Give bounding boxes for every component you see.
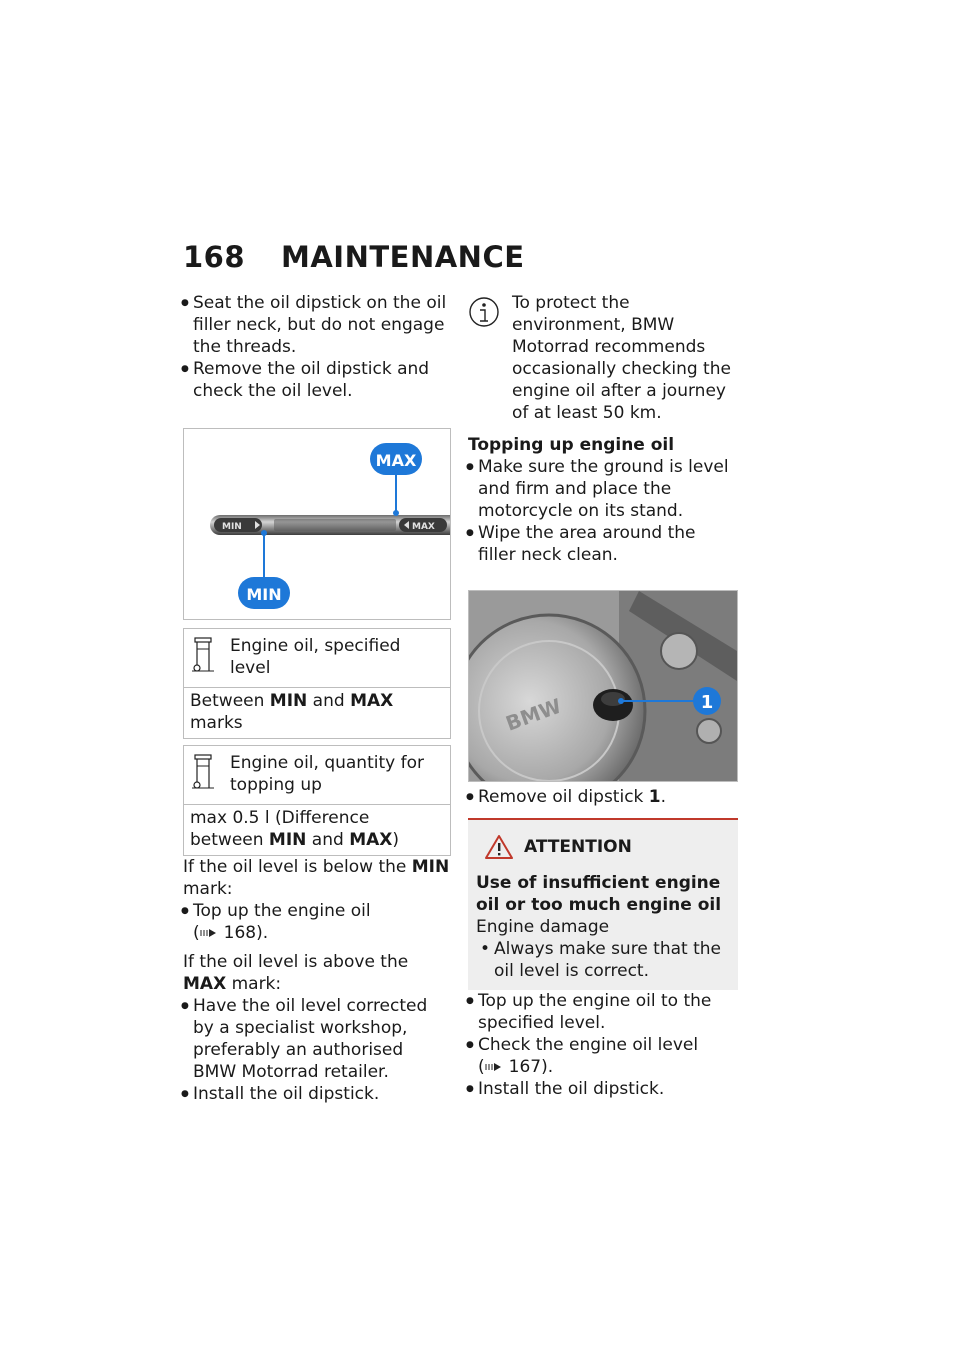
scale-min-label: MIN — [222, 522, 242, 532]
callout-1-label: 1 — [700, 692, 714, 713]
list-item: ● Top up the engine oil ( 168). — [183, 900, 451, 944]
above-max-text: If the oil level is above the MAX mark: — [183, 952, 409, 994]
list-item: ● Remove the oil dipstick and check the oil level. — [183, 358, 451, 402]
list-item: ● Wipe the area around the filler neck clean. — [468, 522, 738, 566]
below-min-text: If the oil level is below the MIN mark: — [183, 857, 450, 899]
attention-subtitle: Use of insufficient engine oil or too much engine oil — [476, 873, 722, 915]
list-item: ● Seat the oil dipstick on the oil filler neck, but do not engage the threads. — [183, 292, 451, 358]
list-item: ● Remove oil dipstick 1. — [468, 786, 738, 808]
oil-measure-icon — [190, 635, 230, 681]
page-ref-arrow-icon — [485, 1061, 503, 1073]
spec-table-level: Engine oil, specified level Between MIN and MAX marks — [183, 628, 451, 739]
bmw-logo-text: BMW — [502, 693, 565, 736]
dipstick-illustration — [184, 429, 450, 619]
warning-triangle-icon — [484, 834, 514, 860]
info-text: To protect the environment, BMW Motorrad recommends occasionally checking the engine oil after a journey of at least 50 km. — [512, 293, 731, 423]
section-title: MAINTENANCE — [281, 240, 525, 274]
attention-consequence: Engine damage — [476, 917, 610, 937]
list-item: ● Install the oil dipstick. — [183, 1083, 451, 1105]
spec-table-quantity: Engine oil, quantity for topping up max 0.5 l (Difference between MIN and MAX) — [183, 745, 451, 856]
info-icon — [468, 296, 500, 330]
engine-illustration — [469, 591, 737, 781]
oil-measure-icon — [190, 752, 230, 798]
attention-title: ATTENTION — [524, 837, 632, 857]
list-item: ● Top up the engine oil to the specified level. — [468, 990, 738, 1034]
list-item: ● Make sure the ground is level and firm and place the motorcycle on its stand. — [468, 456, 738, 522]
spec-title: Engine oil, quantity for topping up — [230, 753, 424, 795]
left-column — [183, 292, 451, 1105]
list-item: • Always make sure that the oil level is correct. — [476, 938, 730, 982]
max-callout-label: MAX — [375, 451, 417, 470]
dipstick-steps — [183, 292, 451, 402]
list-item: ● Check the engine oil level ( 167). — [468, 1034, 738, 1078]
section-heading: Topping up engine oil — [468, 435, 675, 455]
list-item: ● Have the oil level corrected by a specialist workshop, preferably an authorised BMW Motorrad retailer. — [183, 995, 451, 1083]
spec-title: Engine oil, specified level — [230, 636, 401, 678]
info-note — [468, 292, 738, 424]
engine-figure — [468, 590, 738, 782]
page-ref-arrow-icon — [200, 927, 218, 939]
scale-max-label: MAX — [412, 522, 435, 532]
dipstick-figure — [183, 428, 451, 620]
right-column — [468, 292, 738, 1100]
page-header — [183, 240, 525, 274]
min-callout-label: MIN — [246, 585, 282, 604]
page-number: 168 — [183, 240, 246, 274]
attention-box — [468, 818, 738, 990]
list-item: ● Install the oil dipstick. — [468, 1078, 738, 1100]
